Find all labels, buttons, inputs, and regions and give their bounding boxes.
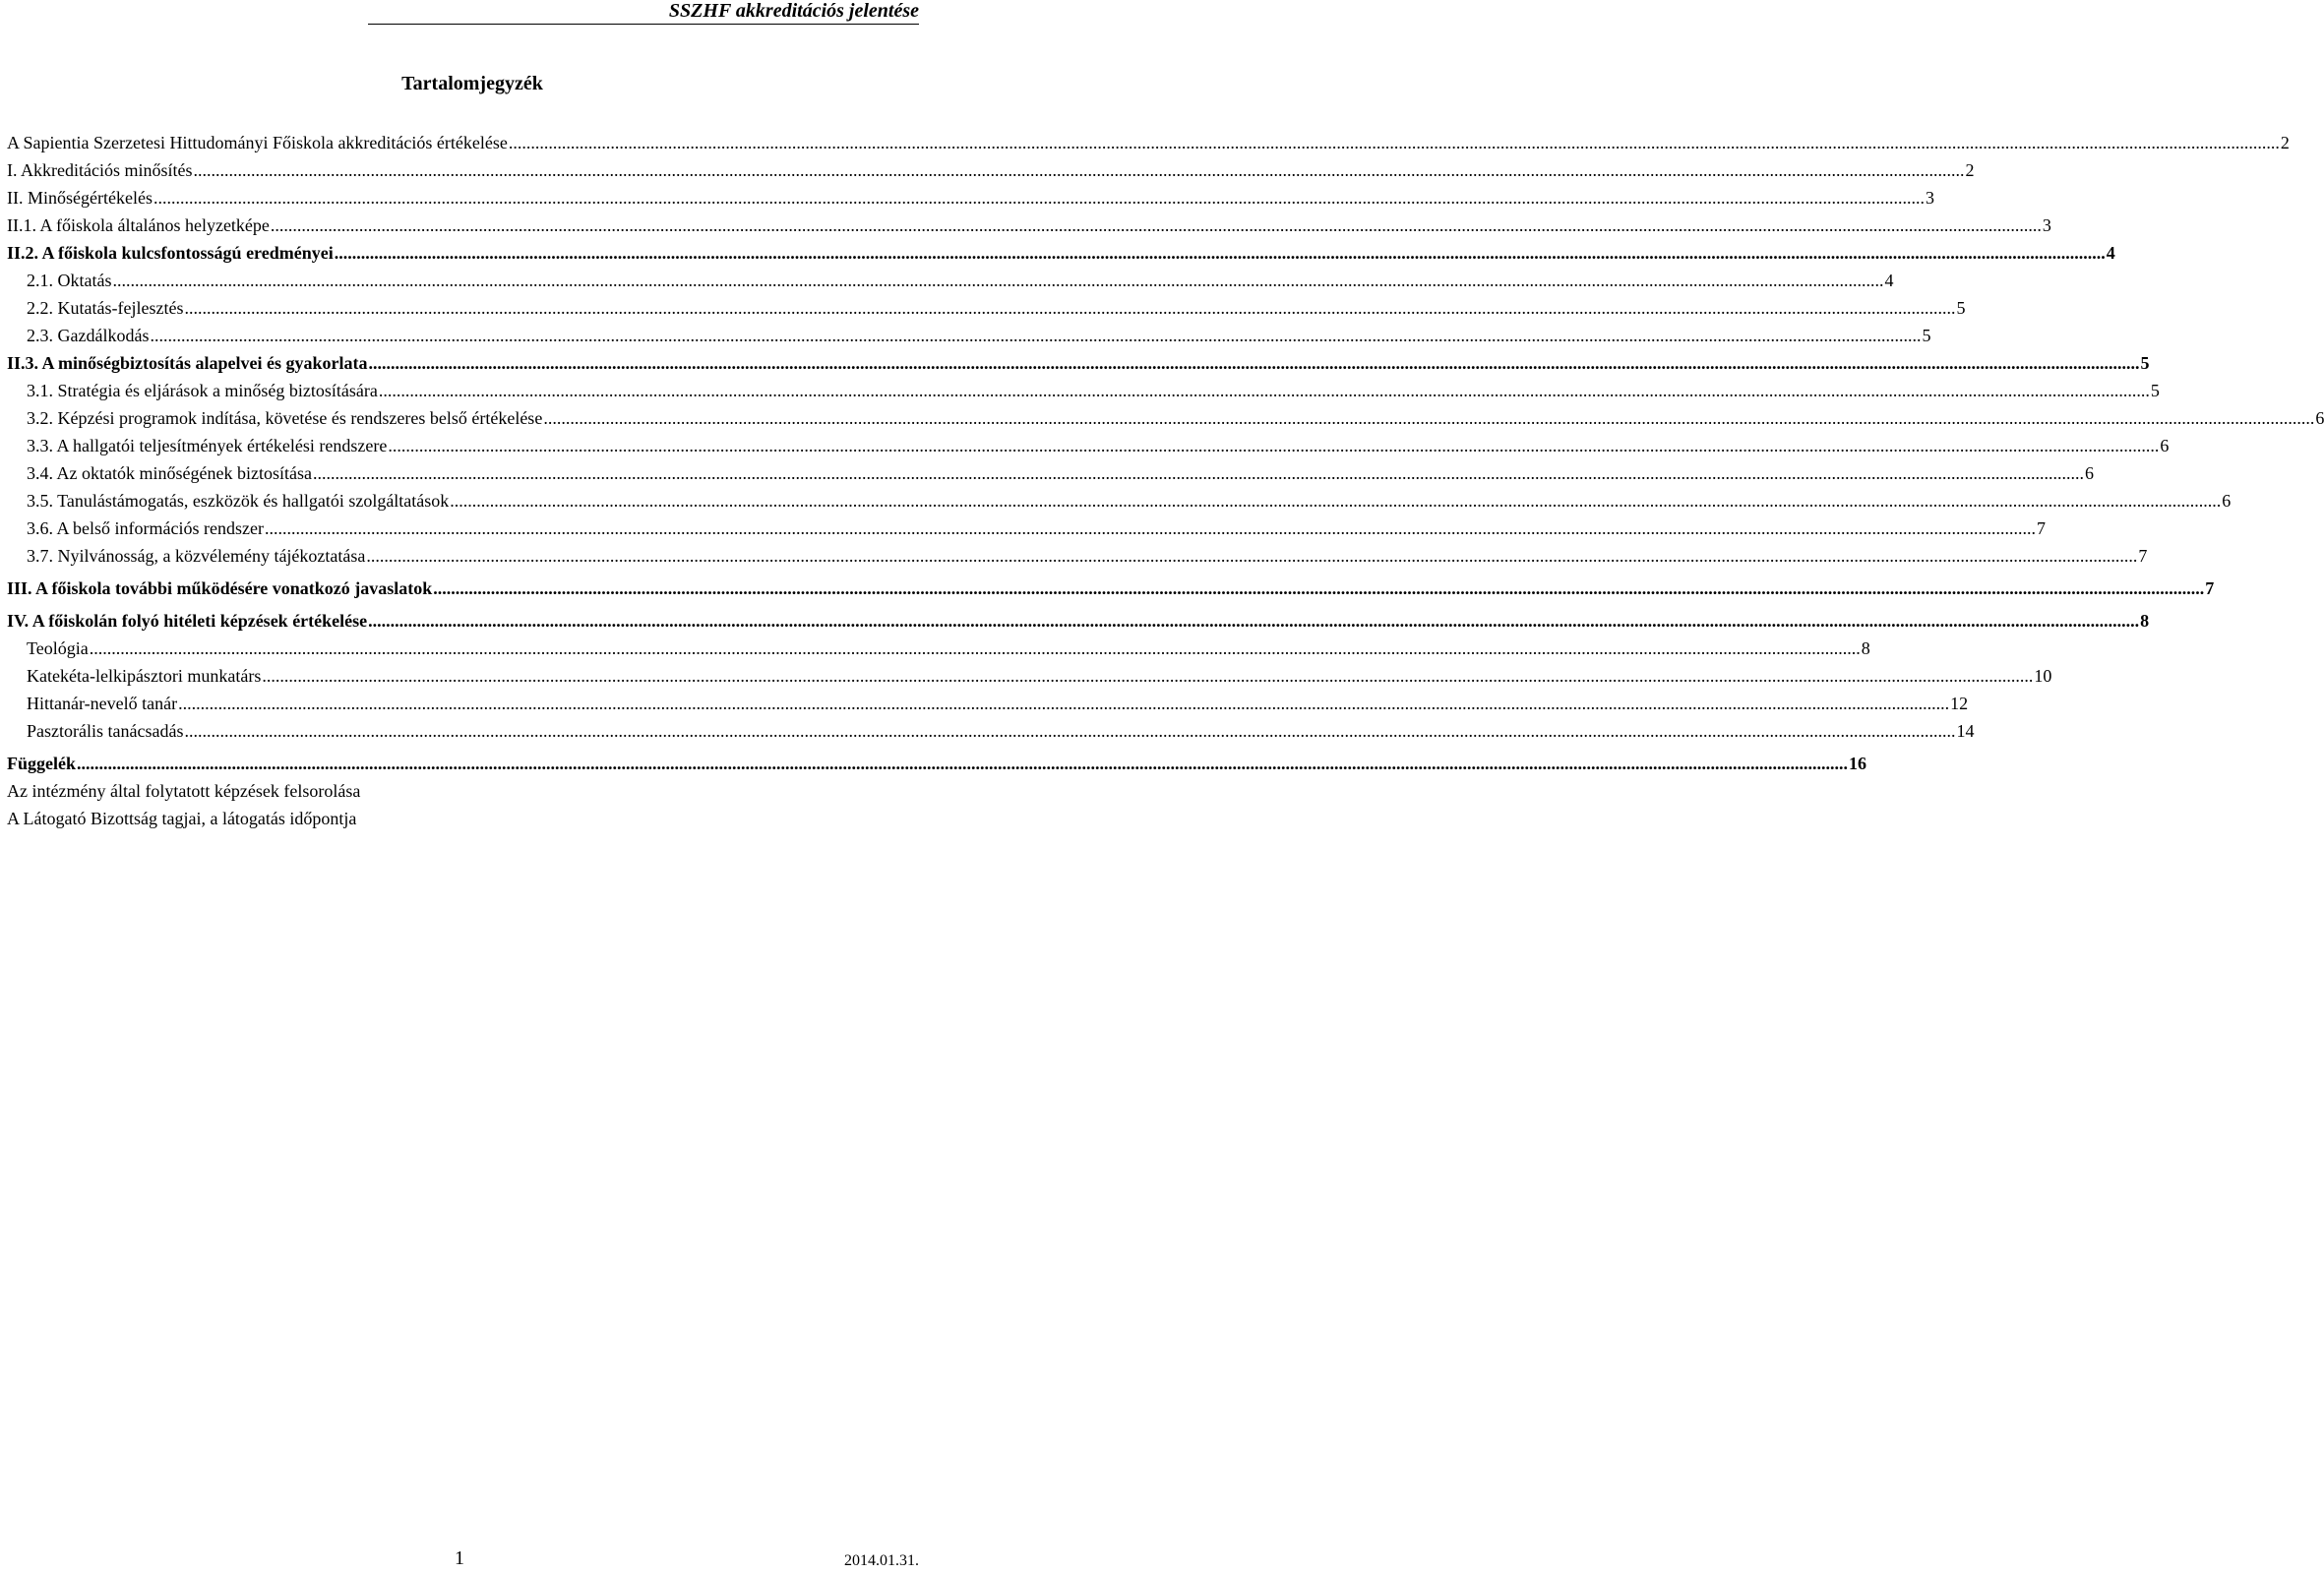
toc-entry-title: 3.4. Az oktatók minőségének biztosítása	[27, 463, 312, 483]
table-of-contents	[7, 132, 2324, 835]
toc-leader-dots: ................................................................................................................................................................................................................................................................................................................................................................................................................	[150, 326, 1922, 345]
toc-entry[interactable]	[7, 610, 2150, 637]
toc-leader-dots: ................................................................................................................................................................................................................................................................................................................................................................................................................	[334, 243, 2106, 263]
toc-entry[interactable]	[7, 462, 2094, 490]
toc-leader-dots: ................................................................................................................................................................................................................................................................................................................................................................................................................	[508, 133, 2280, 152]
toc-entry-page: 16	[1849, 754, 1866, 773]
toc-leader-dots: ................................................................................................................................................................................................................................................................................................................................................................................................................	[388, 436, 2160, 455]
toc-entry[interactable]	[7, 407, 2324, 435]
toc-entry-title: II. Minőségértékelés	[7, 188, 153, 208]
toc-entry[interactable]	[7, 325, 1931, 352]
toc-entry-page: 14	[1956, 721, 1975, 741]
toc-entry-page: 2	[2280, 133, 2290, 152]
toc-entry[interactable]	[7, 270, 1894, 297]
toc-entry[interactable]	[7, 297, 1966, 325]
toc-entry-title: Pasztorális tanácsadás	[27, 721, 184, 741]
page-number: 1	[455, 1547, 464, 1569]
toc-entry-page: 4	[1884, 271, 1894, 290]
toc-entry-page: 6	[2222, 491, 2232, 511]
toc-entry-page: 12	[1950, 694, 1969, 713]
toc-entry[interactable]	[7, 132, 2290, 159]
toc-entry[interactable]	[7, 214, 2051, 242]
page-header	[368, 0, 919, 25]
toc-entry[interactable]	[7, 187, 1934, 214]
toc-entry-page: 6	[2160, 436, 2170, 455]
toc-entry-title: 3.1. Stratégia és eljárások a minőség biztosítására	[27, 381, 378, 400]
toc-entry-page: 5	[1956, 298, 1966, 318]
toc-entry[interactable]	[7, 517, 2046, 545]
toc-entry-title: 2.2. Kutatás-fejlesztés	[27, 298, 184, 318]
appendix-item: A Látogató Bizottság tagjai, a látogatás időpontja	[7, 809, 357, 828]
toc-entry[interactable]	[7, 490, 2232, 517]
toc-entry-title: 2.3. Gazdálkodás	[27, 326, 150, 345]
toc-entry-page: 7	[2138, 546, 2148, 566]
toc-entry[interactable]	[7, 435, 2170, 462]
toc-leader-dots: ................................................................................................................................................................................................................................................................................................................................................................................................................	[178, 694, 1950, 713]
toc-leader-dots: ................................................................................................................................................................................................................................................................................................................................................................................................................	[543, 408, 2315, 428]
toc-leader-dots: ................................................................................................................................................................................................................................................................................................................................................................................................................	[450, 491, 2222, 511]
toc-leader-dots: ................................................................................................................................................................................................................................................................................................................................................................................................................	[378, 381, 2150, 400]
footer-date: 2014.01.31.	[844, 1552, 919, 1569]
toc-leader-dots: ................................................................................................................................................................................................................................................................................................................................................................................................................	[366, 546, 2138, 566]
toc-leader-dots: ................................................................................................................................................................................................................................................................................................................................................................................................................	[262, 666, 2034, 686]
toc-entry-page: 2	[1965, 160, 1975, 180]
toc-entry-title: 3.2. Képzési programok indítása, követése és rendszeres belső értékelése	[27, 408, 543, 428]
toc-entry-title: II.1. A főiskola általános helyzetképe	[7, 215, 270, 235]
toc-entry-page: 5	[1922, 326, 1931, 345]
toc-leader-dots: ................................................................................................................................................................................................................................................................................................................................................................................................................	[184, 298, 1956, 318]
toc-leader-dots: ................................................................................................................................................................................................................................................................................................................................................................................................................	[264, 518, 2036, 538]
toc-leader-dots: ................................................................................................................................................................................................................................................................................................................................................................................................................	[89, 638, 1861, 658]
appendix-item: Az intézmény által folytatott képzések felsorolása	[7, 781, 361, 801]
toc-entry-title: III. A főiskola további működésére vonatkozó javaslatok	[7, 578, 433, 598]
toc-entry[interactable]	[7, 242, 2115, 270]
toc-leader-dots: ................................................................................................................................................................................................................................................................................................................................................................................................................	[153, 188, 1925, 208]
toc-entry-page: 7	[2205, 578, 2215, 598]
toc-entry-page: 8	[2140, 611, 2150, 631]
toc-entry[interactable]	[7, 352, 2150, 380]
toc-leader-dots: ................................................................................................................................................................................................................................................................................................................................................................................................................	[193, 160, 1965, 180]
toc-entry[interactable]	[7, 720, 1975, 748]
toc-leader-dots: ................................................................................................................................................................................................................................................................................................................................................................................................................	[270, 215, 2042, 235]
toc-leader-dots: ................................................................................................................................................................................................................................................................................................................................................................................................................	[77, 754, 1848, 773]
toc-leader-dots: ................................................................................................................................................................................................................................................................................................................................................................................................................	[368, 611, 2140, 631]
toc-entry-title: Katekéta-lelkipásztori munkatárs	[27, 666, 262, 686]
toc-leader-dots: ................................................................................................................................................................................................................................................................................................................................................................................................................	[184, 721, 1956, 741]
toc-entry-page: 5	[2150, 381, 2160, 400]
toc-entry[interactable]	[7, 637, 1870, 665]
toc-entry-title: A Sapientia Szerzetesi Hittudományi Főiskola akkreditációs értékelése	[7, 133, 508, 152]
toc-entry-title: 3.7. Nyilvánosság, a közvélemény tájékoztatása	[27, 546, 366, 566]
header-title: SSZHF akkreditációs jelentése	[668, 0, 919, 22]
toc-entry-title: IV. A főiskolán folyó hitéleti képzések értékelése	[7, 611, 368, 631]
toc-entry-page: 5	[2140, 353, 2150, 373]
toc-entry[interactable]	[7, 665, 2052, 693]
toc-entry[interactable]	[7, 577, 2215, 605]
toc-title: Tartalomjegyzék	[401, 73, 543, 94]
toc-entry-title: Teológia	[27, 638, 89, 658]
toc-entry-page: 3	[1925, 188, 1934, 208]
toc-leader-dots: ................................................................................................................................................................................................................................................................................................................................................................................................................	[312, 463, 2084, 483]
toc-entry-title: 3.6. A belső információs rendszer	[27, 518, 264, 538]
toc-entry-title: Függelék	[7, 754, 76, 773]
toc-entry-title: 3.3. A hallgatói teljesítmények értékelési rendszere	[27, 436, 388, 455]
toc-entry-title: Hittanár-nevelő tanár	[27, 694, 178, 713]
toc-entry-page: 3	[2042, 215, 2051, 235]
toc-entry-page: 4	[2106, 243, 2115, 263]
toc-leader-dots: ................................................................................................................................................................................................................................................................................................................................................................................................................	[368, 353, 2140, 373]
toc-entry-page: 6	[2084, 463, 2094, 483]
toc-entry-title: II.3. A minőségbiztosítás alapelvei és gyakorlata	[7, 353, 368, 373]
toc-entry-title: I. Akkreditációs minősítés	[7, 160, 193, 180]
toc-entry[interactable]	[7, 159, 1975, 187]
page-footer	[0, 1547, 945, 1573]
toc-entry[interactable]	[7, 380, 2160, 407]
toc-entry-page: 6	[2315, 408, 2324, 428]
toc-entry-title: 3.5. Tanulástámogatás, eszközök és hallgatói szolgáltatások	[27, 491, 450, 511]
toc-entry-page: 7	[2036, 518, 2046, 538]
toc-entry-page: 8	[1861, 638, 1870, 658]
toc-entry[interactable]	[7, 753, 1866, 780]
toc-entry-title: 2.1. Oktatás	[27, 271, 112, 290]
toc-leader-dots: ................................................................................................................................................................................................................................................................................................................................................................................................................	[433, 578, 2205, 598]
toc-entry[interactable]	[7, 693, 1969, 720]
toc-entry[interactable]	[7, 545, 2148, 573]
toc-entry-page: 10	[2034, 666, 2052, 686]
toc-leader-dots: ................................................................................................................................................................................................................................................................................................................................................................................................................	[112, 271, 1884, 290]
toc-entry-title: II.2. A főiskola kulcsfontosságú eredményei	[7, 243, 334, 263]
